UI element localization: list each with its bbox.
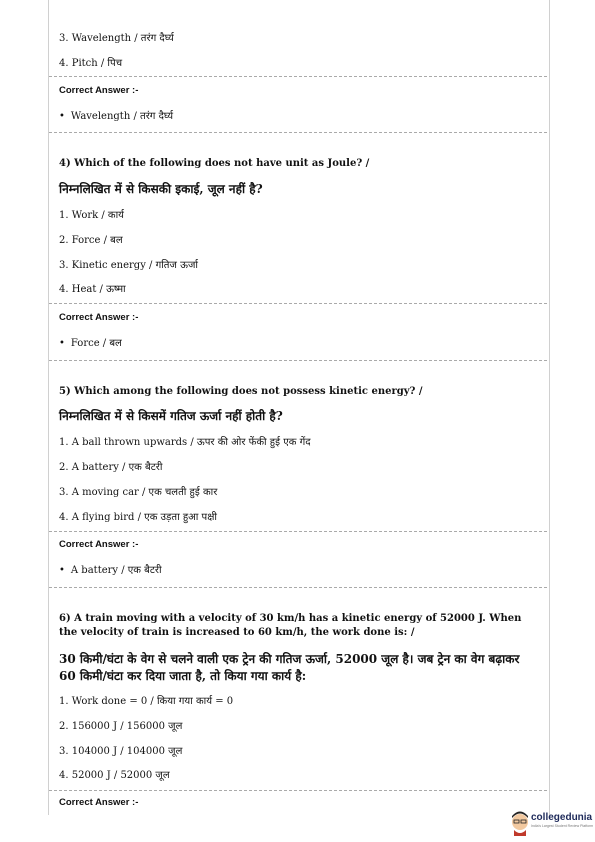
divider	[49, 360, 547, 361]
q6-question-hi: 30 किमी/घंटा के वेग से चलने वाली एक ट्रेन की गतिज ऊर्जा, 52000 जूल है। जब ट्रेन का वेग बढ़ाकर 60 किमी/घंटा कर दिया जाता है, तो किया गया कार्य है:	[59, 652, 520, 683]
divider	[49, 303, 547, 304]
divider	[49, 531, 547, 532]
q3-option-3: 3. Wavelength / तरंग दैर्घ्य	[59, 33, 174, 44]
q4-question-en: 4) Which of the following does not have unit as Joule? /	[59, 158, 370, 169]
q4-answer: • Force / बल	[59, 335, 122, 349]
q6-option-3: 3. 104000 J / 104000 जूल	[59, 746, 183, 757]
q4-question-hi: निम्नलिखित में से किसकी इकाई, जूल नहीं है?	[59, 182, 263, 196]
divider	[49, 76, 547, 77]
q6-option-1: 1. Work done = 0 / किया गया कार्य = 0	[59, 696, 234, 707]
q3-option-4: 4. Pitch / पिच	[59, 58, 123, 69]
divider	[49, 132, 547, 133]
logo-tagline: India's Largest Student Review Platform	[531, 824, 594, 828]
correct-answer-label: Correct Answer :-	[59, 797, 139, 808]
q4-option-3: 3. Kinetic energy / गतिज ऊर्जा	[59, 260, 198, 271]
correct-answer-label: Correct Answer :-	[59, 85, 139, 96]
q5-option-1: 1. A ball thrown upwards / ऊपर की ओर फेंकी हुई एक गेंद	[59, 437, 311, 448]
q5-answer: • A battery / एक बैटरी	[59, 562, 162, 576]
q5-option-2: 2. A battery / एक बैटरी	[59, 462, 163, 473]
correct-answer-label: Correct Answer :-	[59, 312, 139, 323]
q6-option-4: 4. 52000 J / 52000 जूल	[59, 770, 170, 781]
q5-option-4: 4. A flying bird / एक उड़ता हुआ पक्षी	[59, 512, 218, 523]
q3-answer: • Wavelength / तरंग दैर्घ्य	[59, 108, 173, 122]
q4-option-4: 4. Heat / ऊष्मा	[59, 284, 126, 295]
correct-answer-label: Correct Answer :-	[59, 539, 139, 550]
q6-option-2: 2. 156000 J / 156000 जूल	[59, 721, 183, 732]
q5-question-en: 5) Which among the following does not possess kinetic energy? /	[59, 386, 423, 397]
logo-name: collegedunia	[531, 812, 593, 823]
divider	[49, 587, 547, 588]
divider	[49, 790, 547, 791]
q4-option-1: 1. Work / कार्य	[59, 210, 124, 221]
q5-option-3: 3. A moving car / एक चलती हुई कार	[59, 487, 218, 498]
q4-option-2: 2. Force / बल	[59, 235, 123, 246]
q6-question-en: 6) A train moving with a velocity of 30 km/h has a kinetic energy of 52000 J. When the velocity of train is increased to 60 km/h, the work done is: /	[59, 613, 522, 638]
q5-question-hi: निम्नलिखित में से किसमें गतिज ऊर्जा नहीं होती है?	[59, 409, 283, 423]
